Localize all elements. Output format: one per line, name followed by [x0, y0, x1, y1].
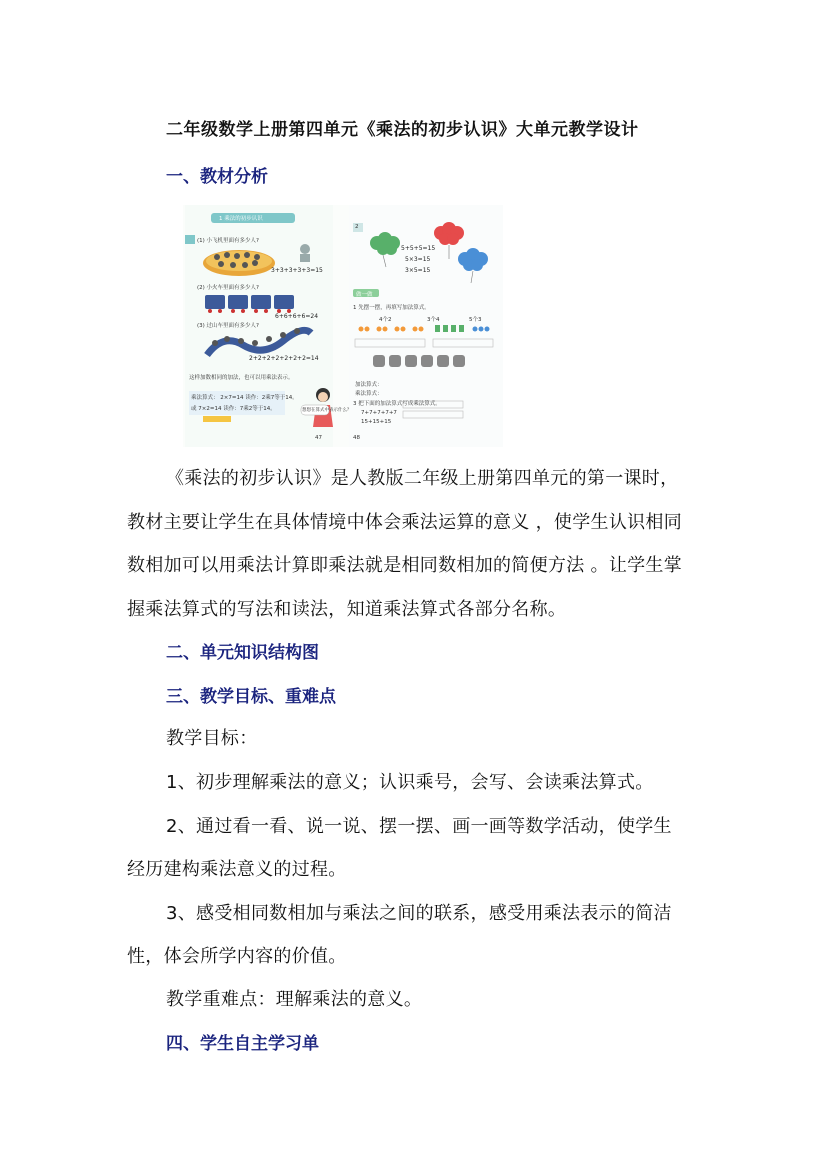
tb-eq3: 2+2+2+2+2+2+2=14	[249, 355, 319, 362]
goal-2-line-1: 2、通过看一看、说一说、摆一摆、画一画等数学活动，使学生	[166, 816, 672, 837]
tb-add-lbl: 加法算式：	[355, 382, 383, 388]
goal-1: 1、初步理解乘法的意义；认识乘号，会写、会读乘法算式。	[166, 772, 654, 793]
tb-page-left: 47	[315, 435, 322, 441]
tb-lbl-a: 4个2	[379, 317, 392, 323]
tb-r1: 7+7+7+7+7	[361, 410, 397, 416]
tb-r2: 15+15+15	[361, 419, 392, 425]
goals-label: 教学目标：	[166, 728, 258, 749]
tb-eq-b: 5×3=15	[405, 256, 431, 263]
analysis-line-1: 《乘法的初步认识》是人教版二年级上册第四单元的第一课时，	[166, 468, 679, 489]
tb-eq2: 6+6+6+6=24	[275, 313, 319, 320]
key-point: 教学重难点：理解乘法的意义。	[166, 989, 423, 1010]
tb-bubble: 想想在算式中表示什么？	[302, 408, 352, 413]
tb-mult2: 或 7×2=14 读作：7乘2等于14。	[191, 406, 276, 412]
tb-mul-lbl: 乘法算式：	[355, 391, 383, 397]
section-heading-goals: 三、教学目标、重难点	[166, 687, 336, 707]
tb-banner: 1 乘法的初步认识	[219, 216, 263, 222]
tb-q1: (1) 小飞机里面有多少人?	[197, 238, 259, 244]
section-heading-worksheet: 四、学生自主学习单	[166, 1034, 319, 1054]
document-title: 二年级数学上册第四单元《乘法的初步认识》大单元教学设计	[166, 120, 639, 140]
goal-2-line-2: 经历建构乘法意义的过程。	[127, 859, 347, 880]
tb-mult1: 乘法算式： 2×7=14 读作：2乘7等于14。	[191, 395, 298, 401]
section-heading-structure: 二、单元知识结构图	[166, 643, 319, 663]
tb-lbl-b: 3个4	[427, 317, 440, 323]
tb-eq-a: 5+5+5=15	[401, 245, 436, 252]
tb-note: 这样加数相同的加法，也可以用乘法表示。	[189, 375, 294, 381]
tb-p3: 3 把下面的加法算式写成乘法算式。	[353, 401, 441, 407]
tb-lbl-c: 5个3	[469, 317, 482, 323]
analysis-line-4: 握乘法算式的写法和读法，知道乘法算式各部分名称。	[127, 599, 567, 620]
goal-3-line-2: 性，体会所学内容的价值。	[127, 946, 347, 967]
analysis-line-3: 数相加可以用乘法计算即乘法就是相同数相加的简便方法 。让学生掌	[127, 555, 683, 576]
section-heading-analysis: 一、教材分析	[166, 167, 268, 187]
analysis-line-2: 教材主要让学生在具体情境中体会乘法运算的意义 ，使学生认识相同	[127, 512, 683, 533]
tb-page-right: 48	[353, 435, 360, 441]
tb-q3: (3) 过山车里面有多少人?	[197, 323, 259, 329]
tb-practice: 做一做	[356, 292, 373, 298]
tb-eq-c: 3×5=15	[405, 267, 431, 274]
tb-p1: 1 先摆一摆，再填写加法算式。	[353, 305, 430, 311]
tb-num: 2	[355, 224, 359, 230]
tb-eq1: 3+3+3+3+3=15	[271, 267, 323, 274]
goal-3-line-1: 3、感受相同数相加与乘法之间的联系，感受用乘法表示的简洁	[166, 903, 672, 924]
textbook-illustration	[183, 205, 503, 447]
tb-q2: (2) 小火车里面有多少人?	[197, 285, 259, 291]
